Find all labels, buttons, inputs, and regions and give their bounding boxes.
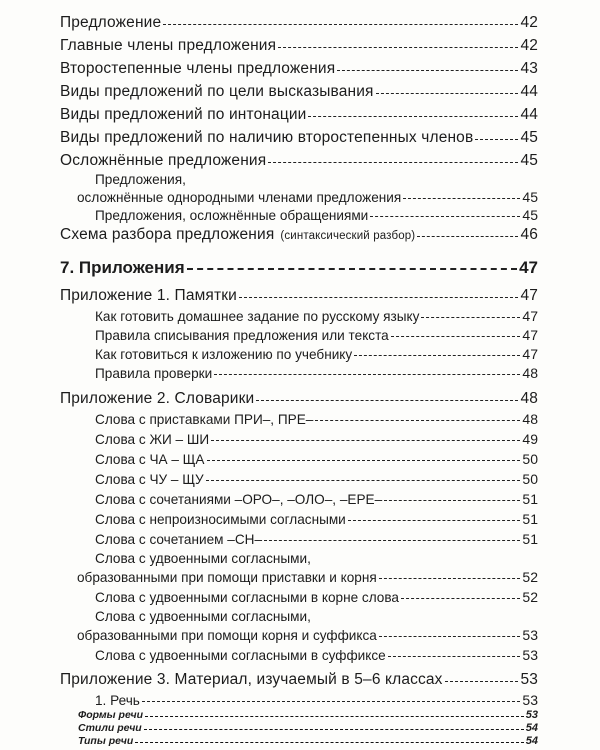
toc-page-number: 48: [520, 390, 538, 407]
dot-leader: [348, 520, 521, 521]
dot-leader: [163, 24, 518, 25]
toc-entry-title: Правила проверки: [95, 366, 213, 381]
dot-leader: [264, 540, 520, 541]
toc-entry[interactable]: [60, 671, 538, 689]
section-title: 7. Приложения: [60, 258, 185, 277]
toc-entry[interactable]: [60, 129, 538, 147]
toc-entry-title: Виды предложений по наличию второстепенных членов: [60, 129, 474, 146]
dot-leader: [142, 701, 521, 702]
dot-leader: [388, 656, 521, 657]
toc-entry[interactable]: [95, 491, 538, 507]
toc-entry[interactable]: [60, 60, 538, 78]
dot-leader: [379, 578, 521, 579]
toc-entry-title: Слова с удвоенными согласными в суффиксе: [95, 648, 386, 663]
toc-page-number: 47: [522, 327, 538, 343]
toc-entry-title: Главные члены предложения: [60, 37, 277, 54]
toc-page-number: 53: [520, 671, 538, 688]
toc-entry-title: Приложение 3. Материал, изучаемый в 5–6 классах: [60, 671, 443, 688]
toc-entry[interactable]: [78, 735, 538, 747]
toc-page-number: 53: [525, 709, 538, 721]
toc-page-number: 52: [522, 589, 538, 605]
toc-entry-title: образованными при помощи корня и суффикса: [77, 628, 377, 643]
toc-entry-title: Стили речи: [78, 722, 142, 734]
dot-leader: [135, 742, 523, 743]
toc-page-number: 53: [522, 627, 538, 643]
dot-leader: [421, 317, 520, 318]
dot-leader: [144, 729, 524, 730]
dot-leader: [401, 598, 520, 599]
toc-entry-title: Как готовить домашнее задание по русскому языку: [95, 309, 420, 324]
toc-page-number: 50: [522, 451, 538, 467]
toc-section-heading[interactable]: [60, 258, 538, 278]
toc-entry-continued[interactable]: [95, 551, 538, 566]
toc-entry-title: Приложение 1. Памятки: [60, 287, 237, 304]
toc-entry[interactable]: [95, 346, 538, 362]
toc-entry-title: Слова с удвоенными согласными в корне слова: [95, 590, 399, 605]
toc-entry-continued[interactable]: [95, 172, 538, 187]
toc-entry[interactable]: [60, 83, 538, 101]
dot-leader: [207, 460, 521, 461]
toc-page-number: 53: [522, 647, 538, 663]
toc-entry-title: Слова с сочетанием –СН–: [95, 532, 263, 547]
dot-leader: [211, 440, 520, 441]
toc-entry-title: 1. Речь: [95, 693, 140, 708]
dot-leader: [337, 70, 518, 71]
toc-entry[interactable]: [60, 37, 538, 55]
toc-page-number: 45: [522, 207, 538, 223]
toc-page-number: 47: [522, 346, 538, 362]
toc-entry[interactable]: [95, 692, 538, 708]
toc-page-number: 45: [522, 189, 538, 205]
toc-entry[interactable]: [78, 709, 538, 721]
dot-leader: [370, 216, 520, 217]
dot-leader: [445, 681, 519, 682]
toc-entry-title: Слова с сочетаниями –ОРО–, –ОЛО–, –ЕРЕ–: [95, 492, 383, 507]
toc-entry-title: Типы речи: [78, 735, 134, 747]
toc-entry-title: Слова с ЧУ – ЩУ: [95, 472, 204, 487]
toc-entry-title: осложнённые однородными членами предложения: [77, 190, 402, 205]
toc-entry[interactable]: [77, 627, 538, 643]
toc-entry[interactable]: [78, 722, 538, 734]
toc-entry-note: (синтаксический разбор): [280, 230, 416, 242]
dot-leader: [308, 116, 518, 117]
toc-entry-title: Виды предложений по цели высказывания: [60, 83, 374, 100]
toc-entry[interactable]: [95, 647, 538, 663]
dot-leader: [376, 93, 519, 94]
toc-entry[interactable]: [95, 589, 538, 605]
toc-page-number: 51: [522, 491, 538, 507]
toc-page-number: 42: [520, 37, 538, 54]
toc-entry[interactable]: [60, 226, 538, 244]
dot-leader: [384, 500, 520, 501]
toc-page-number: 42: [520, 14, 538, 31]
toc-entry[interactable]: [95, 308, 538, 324]
dot-leader: [354, 355, 520, 356]
dot-leader: [417, 236, 518, 237]
toc-entry-title: Схема разбора предложения: [60, 226, 275, 243]
toc-page-number: 51: [522, 511, 538, 527]
toc-page-number: 44: [520, 83, 538, 100]
toc-entry[interactable]: [95, 511, 538, 527]
toc-entry[interactable]: [60, 14, 538, 32]
toc-entry[interactable]: [77, 189, 538, 205]
toc-entry[interactable]: [95, 365, 538, 381]
toc-page-number: 45: [520, 152, 538, 169]
dot-leader: [239, 297, 519, 298]
toc-entry-title: Виды предложений по интонации: [60, 106, 307, 123]
toc-entry-title: Предложение: [60, 14, 162, 31]
toc-entry[interactable]: [95, 431, 538, 447]
toc-entry[interactable]: [60, 152, 538, 170]
toc-page-number: 51: [522, 531, 538, 547]
toc-entry[interactable]: [95, 471, 538, 487]
toc-entry-title: Правила списывания предложения или текста: [95, 328, 389, 343]
toc-entry-title: Слова с непроизносимыми согласными: [95, 512, 346, 527]
toc-page-number: 48: [522, 411, 538, 427]
toc-page-number: 45: [520, 129, 538, 146]
dot-leader: [391, 336, 521, 337]
dot-leader: [278, 47, 518, 48]
toc-entry-title: Как готовиться к изложению по учебнику: [95, 347, 353, 362]
toc-page-number: 48: [522, 365, 538, 381]
toc-page-number: 47: [522, 308, 538, 324]
toc-entry[interactable]: [60, 390, 538, 408]
toc-entry[interactable]: [77, 569, 538, 585]
toc-entry[interactable]: [95, 207, 538, 223]
toc-page-number: 49: [522, 431, 538, 447]
toc-entry-title: Слова с удвоенными согласными,: [95, 609, 311, 624]
toc-entry-title: образованными при помощи приставки и корня: [77, 570, 377, 585]
toc-entry-title: Слова с приставками ПРИ–, ПРЕ–: [95, 412, 314, 427]
dot-leader: [145, 716, 524, 717]
dot-leader: [206, 480, 521, 481]
dot-leader: [256, 400, 518, 401]
toc-entry[interactable]: [95, 327, 538, 343]
dot-leader: [214, 374, 520, 375]
toc-entry-title: Формы речи: [78, 709, 144, 721]
toc-entry-title: Приложение 2. Словарики: [60, 390, 255, 407]
dot-leader: [268, 162, 518, 163]
toc-page-number: 43: [520, 60, 538, 77]
dot-leader: [187, 268, 517, 270]
toc-entry-title: Осложнённые предложения: [60, 152, 267, 169]
toc-page-number: 46: [520, 226, 538, 243]
toc-entry-title: Слова с удвоенными согласными,: [95, 551, 311, 566]
toc-entry-continued[interactable]: [95, 609, 538, 624]
toc-entry[interactable]: [95, 451, 538, 467]
toc-page-number: 53: [522, 692, 538, 708]
dot-leader: [315, 420, 520, 421]
toc-page-number: 54: [525, 735, 538, 747]
toc-entry[interactable]: [95, 531, 538, 547]
toc-page-number: 44: [520, 106, 538, 123]
toc-entry[interactable]: [95, 411, 538, 427]
toc-entry-title: Второстепенные члены предложения: [60, 60, 336, 77]
dot-leader: [379, 636, 521, 637]
dot-leader: [403, 198, 520, 199]
toc-page-number: 50: [522, 471, 538, 487]
toc-page-number: 47: [519, 258, 538, 277]
toc-entry-title: Предложения, осложнённые обращениями: [95, 208, 369, 223]
toc-entry[interactable]: [60, 106, 538, 124]
toc-page-number: 54: [525, 722, 538, 734]
toc-page-number: 52: [522, 569, 538, 585]
toc-entry-title: Слова с ЖИ – ШИ: [95, 432, 210, 447]
toc-entry-title: Слова с ЧА – ЩА: [95, 452, 205, 467]
toc-page-number: 47: [520, 287, 538, 304]
toc-entry[interactable]: [60, 287, 538, 305]
dot-leader: [475, 139, 518, 140]
toc-entry-title: Предложения,: [95, 172, 186, 187]
